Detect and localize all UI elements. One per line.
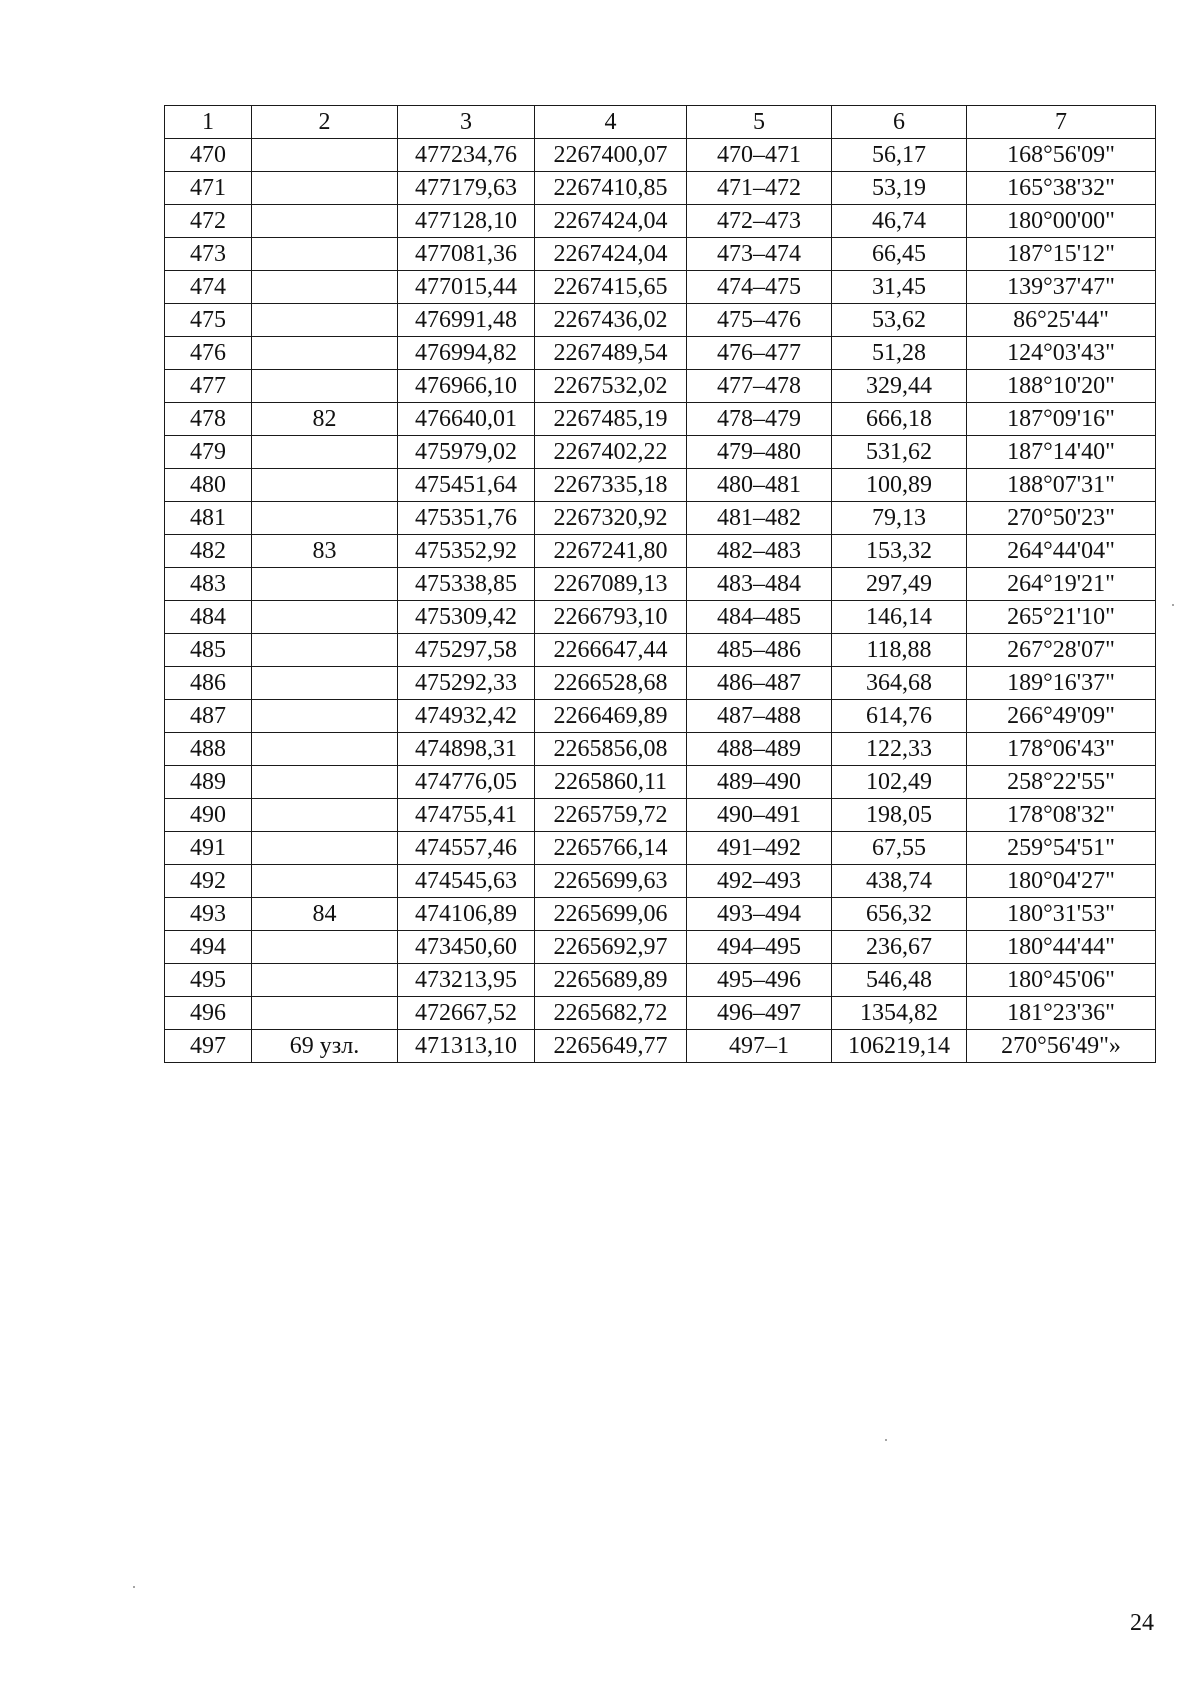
cell-bearing: 180°04'27" <box>967 865 1156 898</box>
cell-x-coordinate: 476966,10 <box>398 370 535 403</box>
cell-bearing: 259°54'51" <box>967 832 1156 865</box>
cell-bearing: 124°03'43" <box>967 337 1156 370</box>
cell-point-number: 474 <box>165 271 252 304</box>
cell-y-coordinate: 2267402,22 <box>535 436 687 469</box>
cell-x-coordinate: 477128,10 <box>398 205 535 238</box>
cell-point-number: 497 <box>165 1030 252 1063</box>
table-header <box>165 106 1156 139</box>
cell-distance: 53,62 <box>832 304 967 337</box>
scan-speck <box>1172 604 1174 606</box>
page-number: 24 <box>1130 1610 1154 1636</box>
table-row <box>165 238 1156 271</box>
cell-segment: 470–471 <box>687 139 832 172</box>
cell-x-coordinate: 471313,10 <box>398 1030 535 1063</box>
table-row <box>165 535 1156 568</box>
cell-node-number <box>252 766 398 799</box>
table-row <box>165 502 1156 535</box>
cell-bearing: 264°44'04" <box>967 535 1156 568</box>
table-row <box>165 832 1156 865</box>
table-row <box>165 304 1156 337</box>
cell-segment: 482–483 <box>687 535 832 568</box>
cell-point-number: 471 <box>165 172 252 205</box>
cell-node-number <box>252 832 398 865</box>
table-row <box>165 568 1156 601</box>
cell-point-number: 489 <box>165 766 252 799</box>
cell-point-number: 486 <box>165 667 252 700</box>
cell-distance: 79,13 <box>832 502 967 535</box>
cell-x-coordinate: 475297,58 <box>398 634 535 667</box>
table-row <box>165 964 1156 997</box>
cell-bearing: 178°08'32" <box>967 799 1156 832</box>
cell-distance: 122,33 <box>832 733 967 766</box>
cell-y-coordinate: 2265682,72 <box>535 997 687 1030</box>
column-header-3: 3 <box>398 106 535 139</box>
table-row <box>165 931 1156 964</box>
cell-y-coordinate: 2267400,07 <box>535 139 687 172</box>
cell-segment: 475–476 <box>687 304 832 337</box>
table-row <box>165 205 1156 238</box>
cell-node-number <box>252 337 398 370</box>
column-header-1: 1 <box>165 106 252 139</box>
cell-point-number: 485 <box>165 634 252 667</box>
cell-y-coordinate: 2265699,06 <box>535 898 687 931</box>
cell-node-number: 82 <box>252 403 398 436</box>
cell-bearing: 270°56'49"» <box>967 1030 1156 1063</box>
cell-point-number: 475 <box>165 304 252 337</box>
cell-bearing: 267°28'07" <box>967 634 1156 667</box>
cell-y-coordinate: 2267436,02 <box>535 304 687 337</box>
cell-distance: 56,17 <box>832 139 967 172</box>
cell-x-coordinate: 475338,85 <box>398 568 535 601</box>
table-row <box>165 733 1156 766</box>
cell-segment: 490–491 <box>687 799 832 832</box>
cell-x-coordinate: 475292,33 <box>398 667 535 700</box>
table-row <box>165 700 1156 733</box>
cell-x-coordinate: 475351,76 <box>398 502 535 535</box>
cell-x-coordinate: 473450,60 <box>398 931 535 964</box>
cell-bearing: 187°09'16" <box>967 403 1156 436</box>
table-row <box>165 865 1156 898</box>
cell-node-number <box>252 238 398 271</box>
cell-point-number: 478 <box>165 403 252 436</box>
cell-y-coordinate: 2265766,14 <box>535 832 687 865</box>
cell-distance: 153,32 <box>832 535 967 568</box>
cell-segment: 474–475 <box>687 271 832 304</box>
cell-point-number: 487 <box>165 700 252 733</box>
column-header-2: 2 <box>252 106 398 139</box>
cell-x-coordinate: 474776,05 <box>398 766 535 799</box>
cell-y-coordinate: 2266647,44 <box>535 634 687 667</box>
cell-x-coordinate: 474932,42 <box>398 700 535 733</box>
cell-distance: 106219,14 <box>832 1030 967 1063</box>
cell-bearing: 270°50'23" <box>967 502 1156 535</box>
cell-x-coordinate: 472667,52 <box>398 997 535 1030</box>
cell-segment: 471–472 <box>687 172 832 205</box>
cell-point-number: 472 <box>165 205 252 238</box>
cell-node-number <box>252 469 398 502</box>
cell-segment: 496–497 <box>687 997 832 1030</box>
table-row <box>165 766 1156 799</box>
cell-bearing: 168°56'09" <box>967 139 1156 172</box>
cell-bearing: 178°06'43" <box>967 733 1156 766</box>
table-row <box>165 370 1156 403</box>
cell-segment: 480–481 <box>687 469 832 502</box>
cell-node-number <box>252 205 398 238</box>
cell-distance: 31,45 <box>832 271 967 304</box>
cell-x-coordinate: 474545,63 <box>398 865 535 898</box>
cell-point-number: 473 <box>165 238 252 271</box>
cell-distance: 656,32 <box>832 898 967 931</box>
cell-node-number: 84 <box>252 898 398 931</box>
cell-node-number <box>252 865 398 898</box>
cell-x-coordinate: 474755,41 <box>398 799 535 832</box>
cell-x-coordinate: 476994,82 <box>398 337 535 370</box>
cell-point-number: 495 <box>165 964 252 997</box>
cell-distance: 236,67 <box>832 931 967 964</box>
cell-point-number: 480 <box>165 469 252 502</box>
cell-y-coordinate: 2267335,18 <box>535 469 687 502</box>
table-row <box>165 172 1156 205</box>
cell-bearing: 181°23'36" <box>967 997 1156 1030</box>
coordinates-table <box>164 105 1156 1063</box>
table-row <box>165 139 1156 172</box>
cell-y-coordinate: 2267415,65 <box>535 271 687 304</box>
cell-x-coordinate: 475309,42 <box>398 601 535 634</box>
cell-segment: 493–494 <box>687 898 832 931</box>
cell-x-coordinate: 474557,46 <box>398 832 535 865</box>
cell-distance: 51,28 <box>832 337 967 370</box>
table-row <box>165 799 1156 832</box>
cell-segment: 484–485 <box>687 601 832 634</box>
cell-distance: 102,49 <box>832 766 967 799</box>
cell-bearing: 180°44'44" <box>967 931 1156 964</box>
table-row <box>165 667 1156 700</box>
cell-y-coordinate: 2267320,92 <box>535 502 687 535</box>
cell-bearing: 265°21'10" <box>967 601 1156 634</box>
cell-segment: 488–489 <box>687 733 832 766</box>
cell-bearing: 189°16'37" <box>967 667 1156 700</box>
cell-x-coordinate: 476640,01 <box>398 403 535 436</box>
table-body <box>165 139 1156 1063</box>
cell-node-number <box>252 733 398 766</box>
cell-distance: 67,55 <box>832 832 967 865</box>
cell-node-number: 69 узл. <box>252 1030 398 1063</box>
cell-segment: 487–488 <box>687 700 832 733</box>
cell-x-coordinate: 477179,63 <box>398 172 535 205</box>
cell-bearing: 165°38'32" <box>967 172 1156 205</box>
cell-bearing: 264°19'21" <box>967 568 1156 601</box>
cell-bearing: 258°22'55" <box>967 766 1156 799</box>
cell-bearing: 188°10'20" <box>967 370 1156 403</box>
cell-bearing: 187°14'40" <box>967 436 1156 469</box>
cell-point-number: 484 <box>165 601 252 634</box>
cell-point-number: 496 <box>165 997 252 1030</box>
cell-node-number <box>252 271 398 304</box>
cell-distance: 531,62 <box>832 436 967 469</box>
cell-node-number <box>252 700 398 733</box>
cell-point-number: 491 <box>165 832 252 865</box>
cell-y-coordinate: 2265692,97 <box>535 931 687 964</box>
cell-bearing: 180°31'53" <box>967 898 1156 931</box>
cell-segment: 495–496 <box>687 964 832 997</box>
cell-x-coordinate: 475451,64 <box>398 469 535 502</box>
cell-x-coordinate: 475352,92 <box>398 535 535 568</box>
cell-segment: 479–480 <box>687 436 832 469</box>
cell-node-number <box>252 634 398 667</box>
cell-distance: 329,44 <box>832 370 967 403</box>
cell-segment: 476–477 <box>687 337 832 370</box>
header-row <box>165 106 1156 139</box>
cell-bearing: 180°45'06" <box>967 964 1156 997</box>
cell-node-number <box>252 502 398 535</box>
cell-y-coordinate: 2267424,04 <box>535 238 687 271</box>
cell-y-coordinate: 2266469,89 <box>535 700 687 733</box>
cell-segment: 485–486 <box>687 634 832 667</box>
cell-y-coordinate: 2267485,19 <box>535 403 687 436</box>
cell-x-coordinate: 474898,31 <box>398 733 535 766</box>
cell-bearing: 139°37'47" <box>967 271 1156 304</box>
cell-x-coordinate: 476991,48 <box>398 304 535 337</box>
cell-point-number: 483 <box>165 568 252 601</box>
cell-distance: 666,18 <box>832 403 967 436</box>
cell-distance: 100,89 <box>832 469 967 502</box>
cell-distance: 118,88 <box>832 634 967 667</box>
table-row <box>165 271 1156 304</box>
cell-y-coordinate: 2265649,77 <box>535 1030 687 1063</box>
cell-node-number <box>252 568 398 601</box>
cell-y-coordinate: 2267089,13 <box>535 568 687 601</box>
cell-y-coordinate: 2265856,08 <box>535 733 687 766</box>
cell-distance: 546,48 <box>832 964 967 997</box>
cell-x-coordinate: 475979,02 <box>398 436 535 469</box>
cell-node-number <box>252 997 398 1030</box>
table-row <box>165 634 1156 667</box>
cell-node-number <box>252 436 398 469</box>
column-header-4: 4 <box>535 106 687 139</box>
cell-distance: 1354,82 <box>832 997 967 1030</box>
scan-speck <box>133 1586 135 1588</box>
cell-distance: 66,45 <box>832 238 967 271</box>
cell-y-coordinate: 2267241,80 <box>535 535 687 568</box>
cell-point-number: 481 <box>165 502 252 535</box>
cell-distance: 297,49 <box>832 568 967 601</box>
cell-segment: 491–492 <box>687 832 832 865</box>
cell-bearing: 188°07'31" <box>967 469 1156 502</box>
cell-y-coordinate: 2265860,11 <box>535 766 687 799</box>
cell-point-number: 482 <box>165 535 252 568</box>
table-row <box>165 469 1156 502</box>
column-header-6: 6 <box>832 106 967 139</box>
cell-segment: 481–482 <box>687 502 832 535</box>
table-row <box>165 436 1156 469</box>
cell-node-number <box>252 139 398 172</box>
cell-y-coordinate: 2266793,10 <box>535 601 687 634</box>
cell-distance: 53,19 <box>832 172 967 205</box>
cell-node-number <box>252 172 398 205</box>
cell-x-coordinate: 477015,44 <box>398 271 535 304</box>
cell-distance: 364,68 <box>832 667 967 700</box>
cell-bearing: 187°15'12" <box>967 238 1156 271</box>
cell-point-number: 477 <box>165 370 252 403</box>
cell-segment: 497–1 <box>687 1030 832 1063</box>
cell-point-number: 492 <box>165 865 252 898</box>
cell-distance: 438,74 <box>832 865 967 898</box>
table-row <box>165 997 1156 1030</box>
cell-y-coordinate: 2266528,68 <box>535 667 687 700</box>
cell-y-coordinate: 2265689,89 <box>535 964 687 997</box>
cell-x-coordinate: 473213,95 <box>398 964 535 997</box>
cell-x-coordinate: 477234,76 <box>398 139 535 172</box>
scan-speck <box>885 1439 887 1441</box>
cell-node-number <box>252 601 398 634</box>
cell-y-coordinate: 2267489,54 <box>535 337 687 370</box>
cell-point-number: 490 <box>165 799 252 832</box>
cell-segment: 478–479 <box>687 403 832 436</box>
cell-node-number <box>252 667 398 700</box>
cell-y-coordinate: 2267410,85 <box>535 172 687 205</box>
cell-segment: 486–487 <box>687 667 832 700</box>
cell-node-number <box>252 304 398 337</box>
table-row <box>165 403 1156 436</box>
cell-segment: 489–490 <box>687 766 832 799</box>
cell-node-number <box>252 370 398 403</box>
cell-point-number: 488 <box>165 733 252 766</box>
table-row <box>165 898 1156 931</box>
cell-bearing: 180°00'00" <box>967 205 1156 238</box>
cell-bearing: 266°49'09" <box>967 700 1156 733</box>
cell-distance: 46,74 <box>832 205 967 238</box>
column-header-7: 7 <box>967 106 1156 139</box>
cell-point-number: 470 <box>165 139 252 172</box>
cell-y-coordinate: 2265759,72 <box>535 799 687 832</box>
cell-distance: 614,76 <box>832 700 967 733</box>
cell-point-number: 493 <box>165 898 252 931</box>
cell-segment: 494–495 <box>687 931 832 964</box>
table-row <box>165 337 1156 370</box>
cell-point-number: 479 <box>165 436 252 469</box>
cell-distance: 146,14 <box>832 601 967 634</box>
table-row <box>165 1030 1156 1063</box>
column-header-5: 5 <box>687 106 832 139</box>
cell-node-number <box>252 799 398 832</box>
cell-segment: 483–484 <box>687 568 832 601</box>
cell-x-coordinate: 477081,36 <box>398 238 535 271</box>
cell-bearing: 86°25'44" <box>967 304 1156 337</box>
cell-node-number <box>252 964 398 997</box>
cell-point-number: 476 <box>165 337 252 370</box>
cell-node-number: 83 <box>252 535 398 568</box>
cell-node-number <box>252 931 398 964</box>
cell-segment: 472–473 <box>687 205 832 238</box>
cell-distance: 198,05 <box>832 799 967 832</box>
cell-point-number: 494 <box>165 931 252 964</box>
cell-y-coordinate: 2267424,04 <box>535 205 687 238</box>
cell-x-coordinate: 474106,89 <box>398 898 535 931</box>
cell-y-coordinate: 2267532,02 <box>535 370 687 403</box>
cell-y-coordinate: 2265699,63 <box>535 865 687 898</box>
cell-segment: 492–493 <box>687 865 832 898</box>
cell-segment: 473–474 <box>687 238 832 271</box>
table-row <box>165 601 1156 634</box>
cell-segment: 477–478 <box>687 370 832 403</box>
